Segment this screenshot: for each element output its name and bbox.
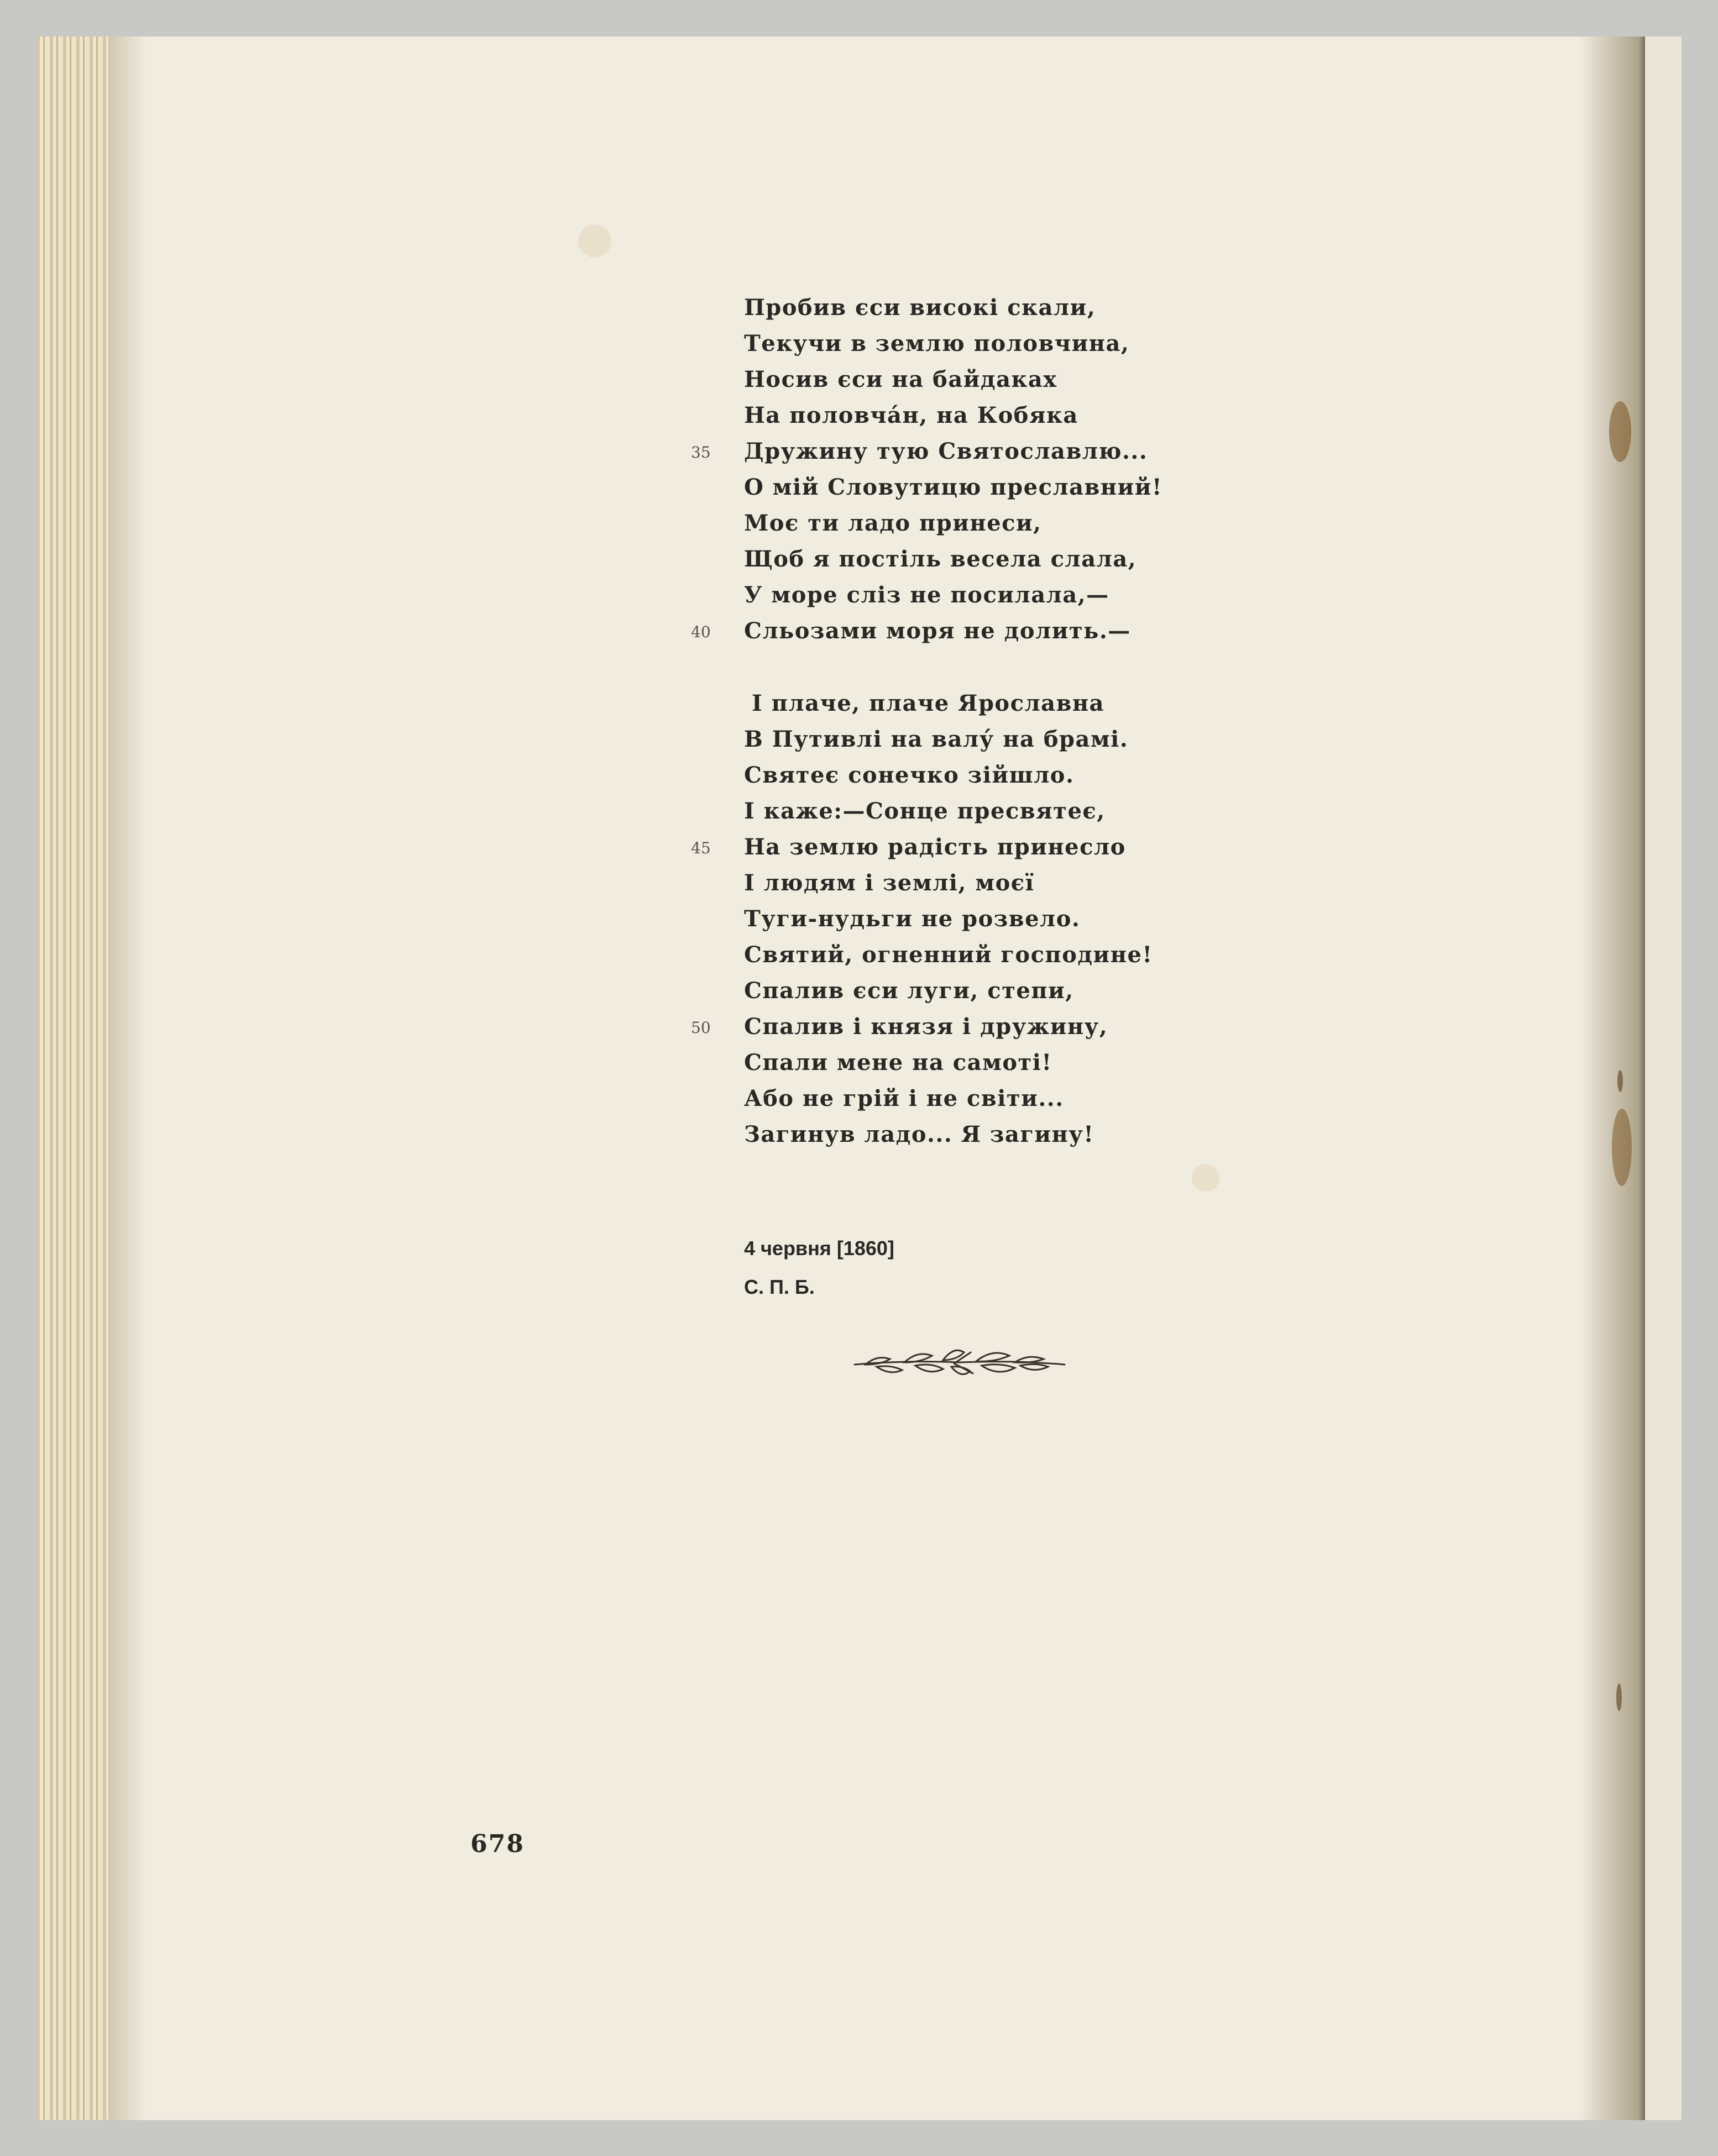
poem-line: 35 Дружину тую Святославлю... <box>744 433 1162 469</box>
poem-line: Туги-нудьги не розвело. <box>744 906 1081 932</box>
poem-line: Носив єси на байдаках <box>744 366 1057 392</box>
date: 4 червня [1860] <box>744 1237 894 1260</box>
line-number: 45 <box>691 839 711 857</box>
line-number: 50 <box>691 1019 711 1037</box>
foxing-spot <box>1609 401 1631 462</box>
poem-line: У море сліз не посилала,— <box>744 582 1109 608</box>
poem-line: Текучи в землю половчина, <box>744 331 1130 356</box>
poem-line: О мій Словутицю преславний! <box>744 474 1163 500</box>
place: С. П. Б. <box>744 1276 815 1298</box>
poem-line: Святеє сонечко зійшло. <box>744 762 1075 788</box>
facing-page-edge <box>1645 36 1682 2120</box>
poem-line: В Путивлі на валу́ на брамі. <box>744 726 1129 752</box>
book-page-edges <box>36 36 108 2120</box>
line-number: 40 <box>691 623 711 641</box>
poem-line: Пробив єси високі скали, <box>744 295 1096 321</box>
foxing-spot <box>1617 1070 1623 1092</box>
poem-line: Моє ти ладо принеси, <box>744 510 1042 536</box>
poem-line: На половча́н, на Кобяка <box>744 402 1078 428</box>
poem-line: І плаче, плаче Ярославна <box>752 690 1105 716</box>
page-number: 678 <box>470 1830 525 1858</box>
poem-line: І каже:—Сонце пресвятеє, <box>744 798 1106 824</box>
poem-line: Спалив єси луги, степи, <box>744 978 1074 1004</box>
foxing-spot <box>1612 1109 1632 1186</box>
gutter-shadow <box>1579 36 1645 2120</box>
poem-text <box>691 290 1163 1152</box>
scanned-page <box>36 36 1682 2120</box>
poem-line: Спали мене на самоті! <box>744 1050 1052 1076</box>
poem-line: Святий, огненний господине! <box>744 942 1153 968</box>
poem-line: Або не грій і не світи... <box>744 1085 1064 1111</box>
foxing-spot <box>1192 1164 1219 1192</box>
page-edge-shadow <box>108 36 147 2120</box>
poem-line: Загинув ладо... Я загину! <box>744 1121 1094 1147</box>
line-number: 35 <box>691 443 711 461</box>
poem-line: Щоб я постіль весела слала, <box>744 546 1137 572</box>
poem-line: 40 Сльозами моря не долить.— <box>744 613 1162 649</box>
poem-line: 50 Спалив і князя і дружину, <box>744 1009 1162 1045</box>
ornament-icon <box>844 1338 1076 1388</box>
foxing-spot <box>1616 1683 1622 1711</box>
foxing-spot <box>578 224 611 258</box>
dateline <box>744 1229 894 1307</box>
poem-line: І людям і землі, моєї <box>744 870 1035 896</box>
poem-line: 45 На землю радість принесло <box>744 829 1162 865</box>
